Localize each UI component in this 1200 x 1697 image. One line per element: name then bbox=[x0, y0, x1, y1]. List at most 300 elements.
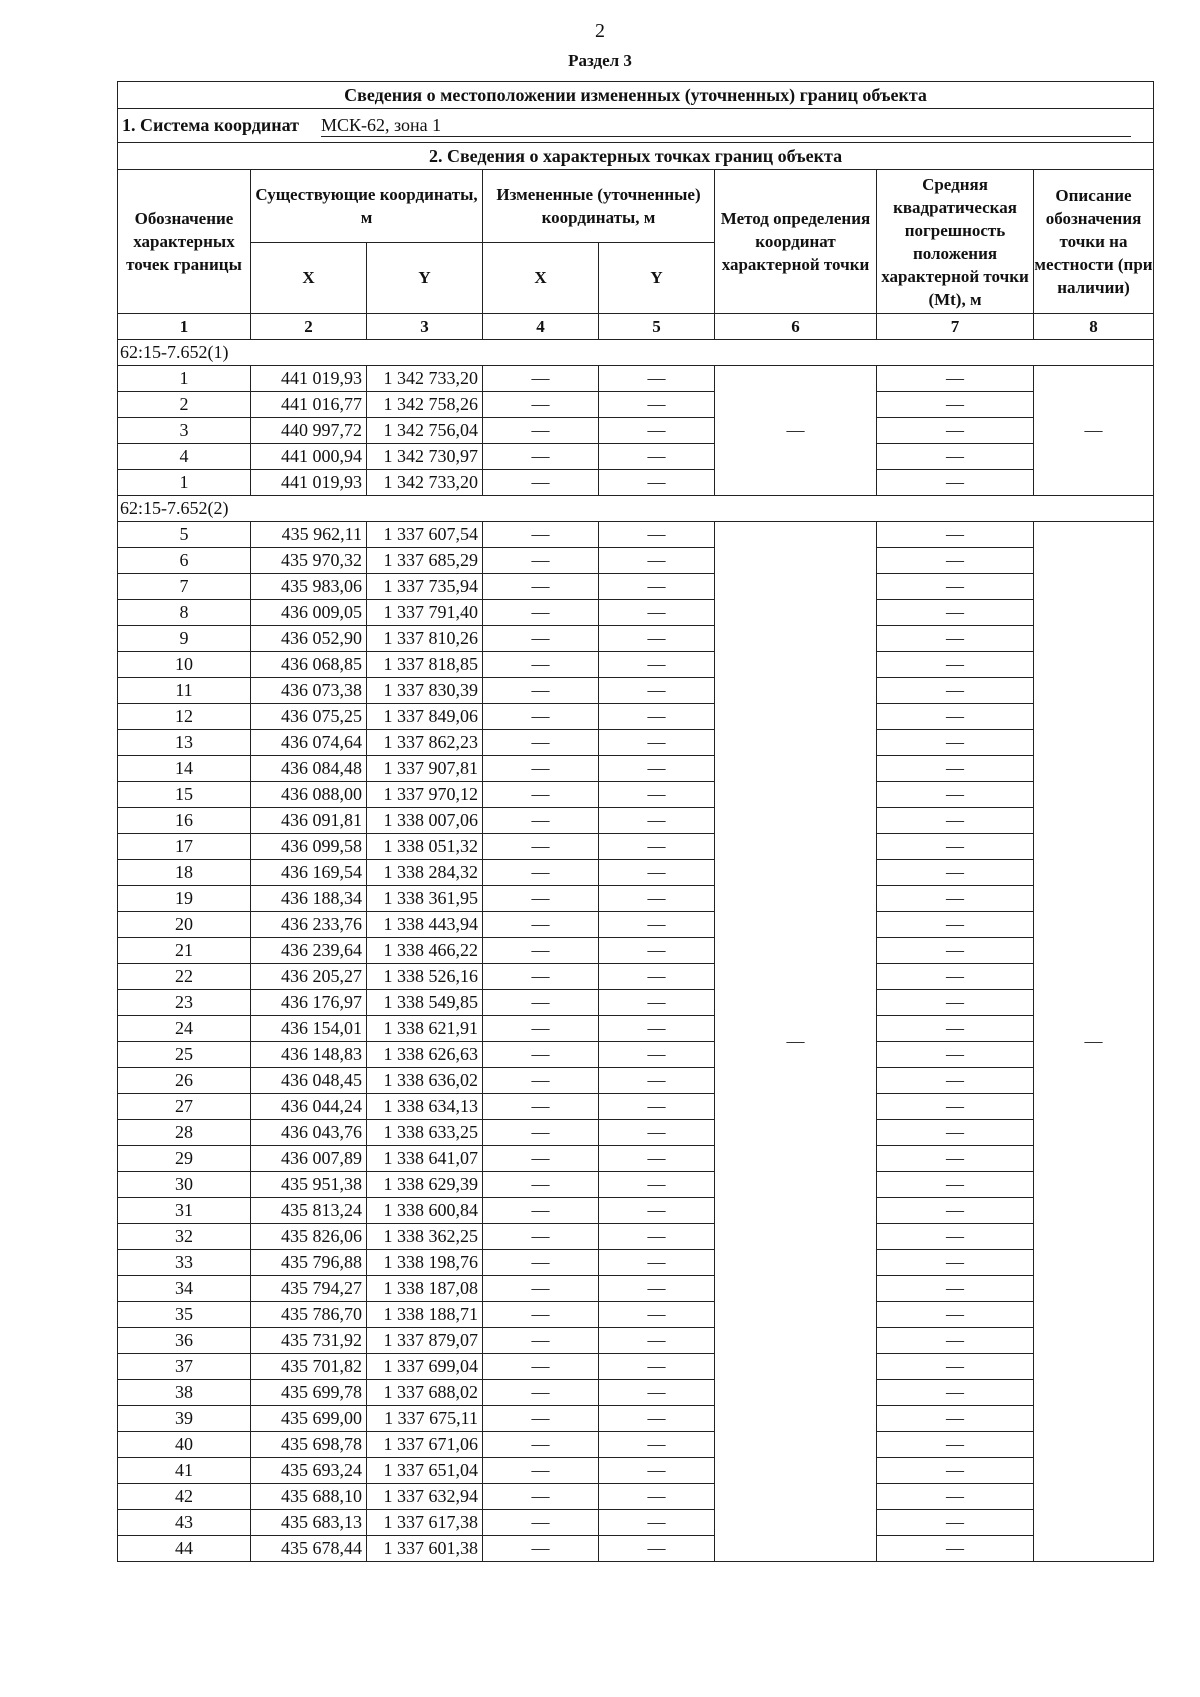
existing-x: 436 169,54 bbox=[251, 860, 367, 886]
error-cell: — bbox=[877, 808, 1034, 834]
changed-x: — bbox=[483, 1510, 599, 1536]
table-row bbox=[118, 600, 1154, 626]
existing-y: 1 342 733,20 bbox=[367, 366, 483, 392]
existing-y: 1 337 699,04 bbox=[367, 1354, 483, 1380]
error-cell: — bbox=[877, 392, 1034, 418]
changed-x: — bbox=[483, 1406, 599, 1432]
error-cell: — bbox=[877, 1354, 1034, 1380]
changed-x: — bbox=[483, 1276, 599, 1302]
changed-x: — bbox=[483, 652, 599, 678]
header-changed-x: X bbox=[483, 243, 599, 314]
changed-y: — bbox=[599, 1016, 715, 1042]
existing-y: 1 338 284,32 bbox=[367, 860, 483, 886]
error-cell: — bbox=[877, 1120, 1034, 1146]
point-number: 24 bbox=[118, 1016, 251, 1042]
changed-x: — bbox=[483, 1432, 599, 1458]
error-cell: — bbox=[877, 418, 1034, 444]
existing-x: 435 699,78 bbox=[251, 1380, 367, 1406]
changed-y: — bbox=[599, 652, 715, 678]
column-number: 7 bbox=[877, 314, 1034, 340]
changed-x: — bbox=[483, 1250, 599, 1276]
error-cell: — bbox=[877, 600, 1034, 626]
existing-y: 1 338 621,91 bbox=[367, 1016, 483, 1042]
changed-y: — bbox=[599, 1380, 715, 1406]
point-number: 16 bbox=[118, 808, 251, 834]
changed-x: — bbox=[483, 1120, 599, 1146]
changed-x: — bbox=[483, 392, 599, 418]
changed-y: — bbox=[599, 366, 715, 392]
existing-x: 436 088,00 bbox=[251, 782, 367, 808]
point-number: 44 bbox=[118, 1536, 251, 1562]
existing-y: 1 338 443,94 bbox=[367, 912, 483, 938]
error-cell: — bbox=[877, 1536, 1034, 1562]
existing-y: 1 342 756,04 bbox=[367, 418, 483, 444]
existing-x: 435 951,38 bbox=[251, 1172, 367, 1198]
changed-y: — bbox=[599, 1068, 715, 1094]
point-number: 40 bbox=[118, 1432, 251, 1458]
error-cell: — bbox=[877, 730, 1034, 756]
changed-y: — bbox=[599, 704, 715, 730]
point-number: 4 bbox=[118, 444, 251, 470]
header-existing-coords: Существующие координаты, м bbox=[251, 170, 483, 243]
changed-x: — bbox=[483, 1068, 599, 1094]
point-number: 39 bbox=[118, 1406, 251, 1432]
existing-y: 1 338 198,76 bbox=[367, 1250, 483, 1276]
table-row bbox=[118, 964, 1154, 990]
point-number: 9 bbox=[118, 626, 251, 652]
existing-y: 1 337 970,12 bbox=[367, 782, 483, 808]
table-row bbox=[118, 1302, 1154, 1328]
existing-y: 1 338 626,63 bbox=[367, 1042, 483, 1068]
point-number: 11 bbox=[118, 678, 251, 704]
error-cell: — bbox=[877, 1042, 1034, 1068]
existing-x: 436 074,64 bbox=[251, 730, 367, 756]
changed-y: — bbox=[599, 1250, 715, 1276]
changed-x: — bbox=[483, 1328, 599, 1354]
point-number: 1 bbox=[118, 470, 251, 496]
existing-x: 436 239,64 bbox=[251, 938, 367, 964]
changed-y: — bbox=[599, 1302, 715, 1328]
changed-y: — bbox=[599, 444, 715, 470]
point-number: 22 bbox=[118, 964, 251, 990]
column-number: 4 bbox=[483, 314, 599, 340]
error-cell: — bbox=[877, 1198, 1034, 1224]
existing-x: 436 075,25 bbox=[251, 704, 367, 730]
changed-x: — bbox=[483, 366, 599, 392]
point-number: 13 bbox=[118, 730, 251, 756]
existing-x: 441 019,93 bbox=[251, 470, 367, 496]
existing-x: 436 068,85 bbox=[251, 652, 367, 678]
table-row bbox=[118, 522, 1154, 548]
error-cell: — bbox=[877, 1432, 1034, 1458]
changed-y: — bbox=[599, 574, 715, 600]
table-row bbox=[118, 730, 1154, 756]
changed-x: — bbox=[483, 1354, 599, 1380]
changed-y: — bbox=[599, 756, 715, 782]
point-number: 7 bbox=[118, 574, 251, 600]
point-number: 37 bbox=[118, 1354, 251, 1380]
existing-y: 1 337 607,54 bbox=[367, 522, 483, 548]
existing-y: 1 338 362,25 bbox=[367, 1224, 483, 1250]
error-cell: — bbox=[877, 860, 1034, 886]
point-number: 42 bbox=[118, 1484, 251, 1510]
error-cell: — bbox=[877, 1328, 1034, 1354]
existing-x: 436 176,97 bbox=[251, 990, 367, 1016]
existing-y: 1 337 675,11 bbox=[367, 1406, 483, 1432]
existing-x: 435 688,10 bbox=[251, 1484, 367, 1510]
table-row bbox=[118, 860, 1154, 886]
changed-x: — bbox=[483, 1302, 599, 1328]
table-row bbox=[118, 1198, 1154, 1224]
existing-x: 436 044,24 bbox=[251, 1094, 367, 1120]
header-changed-coords: Измененные (уточненные) координаты, м bbox=[483, 170, 715, 243]
point-number: 21 bbox=[118, 938, 251, 964]
point-number: 32 bbox=[118, 1224, 251, 1250]
object-group-label: 62:15-7.652(1) bbox=[118, 340, 1154, 366]
changed-x: — bbox=[483, 678, 599, 704]
point-number: 36 bbox=[118, 1328, 251, 1354]
changed-y: — bbox=[599, 912, 715, 938]
existing-x: 436 099,58 bbox=[251, 834, 367, 860]
existing-y: 1 337 685,29 bbox=[367, 548, 483, 574]
boundary-points-table bbox=[117, 81, 1154, 1562]
existing-y: 1 337 617,38 bbox=[367, 1510, 483, 1536]
existing-x: 435 683,13 bbox=[251, 1510, 367, 1536]
changed-y: — bbox=[599, 964, 715, 990]
table-title: Сведения о местоположении измененных (уточненных) границ объекта bbox=[118, 82, 1154, 109]
error-cell: — bbox=[877, 1068, 1034, 1094]
error-cell: — bbox=[877, 1380, 1034, 1406]
changed-y: — bbox=[599, 1146, 715, 1172]
existing-x: 435 794,27 bbox=[251, 1276, 367, 1302]
changed-x: — bbox=[483, 912, 599, 938]
existing-x: 435 962,11 bbox=[251, 522, 367, 548]
error-cell: — bbox=[877, 964, 1034, 990]
existing-y: 1 338 634,13 bbox=[367, 1094, 483, 1120]
table-row bbox=[118, 1146, 1154, 1172]
existing-x: 441 000,94 bbox=[251, 444, 367, 470]
description-cell: — bbox=[1034, 366, 1154, 496]
error-cell: — bbox=[877, 704, 1034, 730]
method-cell: — bbox=[715, 366, 877, 496]
table-row bbox=[118, 392, 1154, 418]
existing-y: 1 338 633,25 bbox=[367, 1120, 483, 1146]
description-cell: — bbox=[1034, 522, 1154, 1562]
existing-x: 436 084,48 bbox=[251, 756, 367, 782]
point-number: 15 bbox=[118, 782, 251, 808]
table-row bbox=[118, 1510, 1154, 1536]
point-number: 33 bbox=[118, 1250, 251, 1276]
table-row bbox=[118, 652, 1154, 678]
existing-x: 435 693,24 bbox=[251, 1458, 367, 1484]
page-number: 2 bbox=[595, 20, 605, 42]
table-row bbox=[118, 1068, 1154, 1094]
changed-y: — bbox=[599, 1276, 715, 1302]
point-number: 26 bbox=[118, 1068, 251, 1094]
error-cell: — bbox=[877, 834, 1034, 860]
existing-y: 1 337 849,06 bbox=[367, 704, 483, 730]
point-number: 18 bbox=[118, 860, 251, 886]
changed-y: — bbox=[599, 1198, 715, 1224]
existing-y: 1 338 051,32 bbox=[367, 834, 483, 860]
column-number: 2 bbox=[251, 314, 367, 340]
existing-y: 1 342 733,20 bbox=[367, 470, 483, 496]
existing-x: 436 009,05 bbox=[251, 600, 367, 626]
column-number-row bbox=[118, 314, 1154, 340]
changed-y: — bbox=[599, 1510, 715, 1536]
point-number: 25 bbox=[118, 1042, 251, 1068]
header-description: Описание обозначения точки на местности (при наличии) bbox=[1034, 170, 1154, 314]
points-section-title: 2. Сведения о характерных точках границ объекта bbox=[118, 143, 1154, 170]
error-cell: — bbox=[877, 522, 1034, 548]
changed-y: — bbox=[599, 1094, 715, 1120]
existing-y: 1 342 758,26 bbox=[367, 392, 483, 418]
coord-system-label: 1. Система координат bbox=[122, 115, 299, 135]
existing-y: 1 338 188,71 bbox=[367, 1302, 483, 1328]
point-number: 2 bbox=[118, 392, 251, 418]
error-cell: — bbox=[877, 1302, 1034, 1328]
error-cell: — bbox=[877, 366, 1034, 392]
existing-x: 441 019,93 bbox=[251, 366, 367, 392]
point-number: 12 bbox=[118, 704, 251, 730]
changed-x: — bbox=[483, 1458, 599, 1484]
header-existing-y: Y bbox=[367, 243, 483, 314]
changed-y: — bbox=[599, 990, 715, 1016]
changed-x: — bbox=[483, 548, 599, 574]
point-number: 10 bbox=[118, 652, 251, 678]
error-cell: — bbox=[877, 938, 1034, 964]
existing-y: 1 338 187,08 bbox=[367, 1276, 483, 1302]
column-number: 5 bbox=[599, 314, 715, 340]
changed-y: — bbox=[599, 782, 715, 808]
existing-x: 435 701,82 bbox=[251, 1354, 367, 1380]
existing-x: 440 997,72 bbox=[251, 418, 367, 444]
table-row bbox=[118, 444, 1154, 470]
header-designation: Обозначение характерных точек границы bbox=[118, 170, 251, 314]
table-row bbox=[118, 1042, 1154, 1068]
table-row bbox=[118, 1328, 1154, 1354]
changed-y: — bbox=[599, 1224, 715, 1250]
existing-x: 436 073,38 bbox=[251, 678, 367, 704]
existing-y: 1 338 361,95 bbox=[367, 886, 483, 912]
point-number: 30 bbox=[118, 1172, 251, 1198]
error-cell: — bbox=[877, 444, 1034, 470]
existing-x: 435 970,32 bbox=[251, 548, 367, 574]
table-row bbox=[118, 366, 1154, 392]
existing-x: 435 786,70 bbox=[251, 1302, 367, 1328]
existing-y: 1 337 830,39 bbox=[367, 678, 483, 704]
changed-y: — bbox=[599, 600, 715, 626]
column-number: 8 bbox=[1034, 314, 1154, 340]
table-row bbox=[118, 1016, 1154, 1042]
existing-y: 1 338 636,02 bbox=[367, 1068, 483, 1094]
error-cell: — bbox=[877, 548, 1034, 574]
table-row bbox=[118, 1224, 1154, 1250]
table-row bbox=[118, 1354, 1154, 1380]
existing-y: 1 337 651,04 bbox=[367, 1458, 483, 1484]
point-number: 3 bbox=[118, 418, 251, 444]
header-changed-y: Y bbox=[599, 243, 715, 314]
changed-x: — bbox=[483, 886, 599, 912]
existing-x: 435 699,00 bbox=[251, 1406, 367, 1432]
changed-y: — bbox=[599, 1458, 715, 1484]
existing-x: 436 052,90 bbox=[251, 626, 367, 652]
error-cell: — bbox=[877, 1172, 1034, 1198]
changed-y: — bbox=[599, 470, 715, 496]
method-cell: — bbox=[715, 522, 877, 1562]
error-cell: — bbox=[877, 756, 1034, 782]
existing-y: 1 338 466,22 bbox=[367, 938, 483, 964]
table-row bbox=[118, 1094, 1154, 1120]
table-row bbox=[118, 678, 1154, 704]
changed-x: — bbox=[483, 964, 599, 990]
coord-system-value: МСК-62, зона 1 bbox=[321, 114, 1131, 137]
existing-y: 1 338 007,06 bbox=[367, 808, 483, 834]
changed-x: — bbox=[483, 938, 599, 964]
changed-y: — bbox=[599, 522, 715, 548]
point-number: 29 bbox=[118, 1146, 251, 1172]
table-row bbox=[118, 1120, 1154, 1146]
existing-x: 435 983,06 bbox=[251, 574, 367, 600]
existing-y: 1 337 879,07 bbox=[367, 1328, 483, 1354]
error-cell: — bbox=[877, 678, 1034, 704]
changed-x: — bbox=[483, 470, 599, 496]
changed-y: — bbox=[599, 1172, 715, 1198]
point-number: 28 bbox=[118, 1120, 251, 1146]
changed-y: — bbox=[599, 1484, 715, 1510]
table-row bbox=[118, 1536, 1154, 1562]
existing-y: 1 337 735,94 bbox=[367, 574, 483, 600]
point-number: 19 bbox=[118, 886, 251, 912]
changed-y: — bbox=[599, 938, 715, 964]
table-row bbox=[118, 938, 1154, 964]
existing-x: 436 233,76 bbox=[251, 912, 367, 938]
changed-x: — bbox=[483, 1484, 599, 1510]
point-number: 23 bbox=[118, 990, 251, 1016]
column-number: 1 bbox=[118, 314, 251, 340]
existing-y: 1 337 671,06 bbox=[367, 1432, 483, 1458]
changed-y: — bbox=[599, 392, 715, 418]
existing-y: 1 337 818,85 bbox=[367, 652, 483, 678]
existing-x: 436 048,45 bbox=[251, 1068, 367, 1094]
error-cell: — bbox=[877, 782, 1034, 808]
existing-y: 1 337 688,02 bbox=[367, 1380, 483, 1406]
column-number: 3 bbox=[367, 314, 483, 340]
table-row bbox=[118, 782, 1154, 808]
error-cell: — bbox=[877, 1406, 1034, 1432]
changed-x: — bbox=[483, 1146, 599, 1172]
table-row bbox=[118, 834, 1154, 860]
changed-x: — bbox=[483, 1198, 599, 1224]
error-cell: — bbox=[877, 626, 1034, 652]
changed-x: — bbox=[483, 1224, 599, 1250]
error-cell: — bbox=[877, 1276, 1034, 1302]
existing-y: 1 337 791,40 bbox=[367, 600, 483, 626]
point-number: 8 bbox=[118, 600, 251, 626]
table-row bbox=[118, 990, 1154, 1016]
error-cell: — bbox=[877, 1484, 1034, 1510]
table-row bbox=[118, 1458, 1154, 1484]
changed-y: — bbox=[599, 1406, 715, 1432]
changed-x: — bbox=[483, 860, 599, 886]
error-cell: — bbox=[877, 912, 1034, 938]
error-cell: — bbox=[877, 1250, 1034, 1276]
existing-x: 436 205,27 bbox=[251, 964, 367, 990]
table-row bbox=[118, 1250, 1154, 1276]
changed-y: — bbox=[599, 1354, 715, 1380]
changed-y: — bbox=[599, 730, 715, 756]
existing-y: 1 337 632,94 bbox=[367, 1484, 483, 1510]
changed-x: — bbox=[483, 444, 599, 470]
existing-x: 435 796,88 bbox=[251, 1250, 367, 1276]
table-row bbox=[118, 756, 1154, 782]
changed-x: — bbox=[483, 730, 599, 756]
existing-y: 1 337 601,38 bbox=[367, 1536, 483, 1562]
changed-y: — bbox=[599, 678, 715, 704]
header-method: Метод определения координат характерной точки bbox=[715, 170, 877, 314]
existing-x: 436 188,34 bbox=[251, 886, 367, 912]
existing-x: 436 043,76 bbox=[251, 1120, 367, 1146]
existing-y: 1 338 549,85 bbox=[367, 990, 483, 1016]
existing-x: 436 007,89 bbox=[251, 1146, 367, 1172]
changed-y: — bbox=[599, 1120, 715, 1146]
changed-y: — bbox=[599, 886, 715, 912]
changed-x: — bbox=[483, 704, 599, 730]
existing-x: 436 148,83 bbox=[251, 1042, 367, 1068]
point-number: 20 bbox=[118, 912, 251, 938]
table-row bbox=[118, 1406, 1154, 1432]
changed-x: — bbox=[483, 626, 599, 652]
existing-y: 1 338 629,39 bbox=[367, 1172, 483, 1198]
changed-x: — bbox=[483, 418, 599, 444]
table-row bbox=[118, 912, 1154, 938]
error-cell: — bbox=[877, 652, 1034, 678]
changed-y: — bbox=[599, 1432, 715, 1458]
error-cell: — bbox=[877, 1016, 1034, 1042]
point-number: 31 bbox=[118, 1198, 251, 1224]
changed-x: — bbox=[483, 1042, 599, 1068]
existing-x: 435 678,44 bbox=[251, 1536, 367, 1562]
existing-y: 1 337 810,26 bbox=[367, 626, 483, 652]
changed-x: — bbox=[483, 990, 599, 1016]
point-number: 43 bbox=[118, 1510, 251, 1536]
coord-system-row bbox=[118, 109, 1154, 143]
table-row bbox=[118, 1484, 1154, 1510]
table-row bbox=[118, 704, 1154, 730]
column-number: 6 bbox=[715, 314, 877, 340]
existing-x: 435 826,06 bbox=[251, 1224, 367, 1250]
existing-x: 435 698,78 bbox=[251, 1432, 367, 1458]
existing-x: 436 154,01 bbox=[251, 1016, 367, 1042]
existing-y: 1 342 730,97 bbox=[367, 444, 483, 470]
error-cell: — bbox=[877, 1146, 1034, 1172]
point-number: 17 bbox=[118, 834, 251, 860]
existing-y: 1 338 526,16 bbox=[367, 964, 483, 990]
point-number: 34 bbox=[118, 1276, 251, 1302]
error-cell: — bbox=[877, 470, 1034, 496]
existing-x: 441 016,77 bbox=[251, 392, 367, 418]
changed-y: — bbox=[599, 548, 715, 574]
point-number: 38 bbox=[118, 1380, 251, 1406]
changed-x: — bbox=[483, 522, 599, 548]
point-number: 35 bbox=[118, 1302, 251, 1328]
table-row bbox=[118, 626, 1154, 652]
changed-x: — bbox=[483, 782, 599, 808]
changed-x: — bbox=[483, 1380, 599, 1406]
existing-y: 1 337 862,23 bbox=[367, 730, 483, 756]
point-number: 1 bbox=[118, 366, 251, 392]
table-row bbox=[118, 1172, 1154, 1198]
